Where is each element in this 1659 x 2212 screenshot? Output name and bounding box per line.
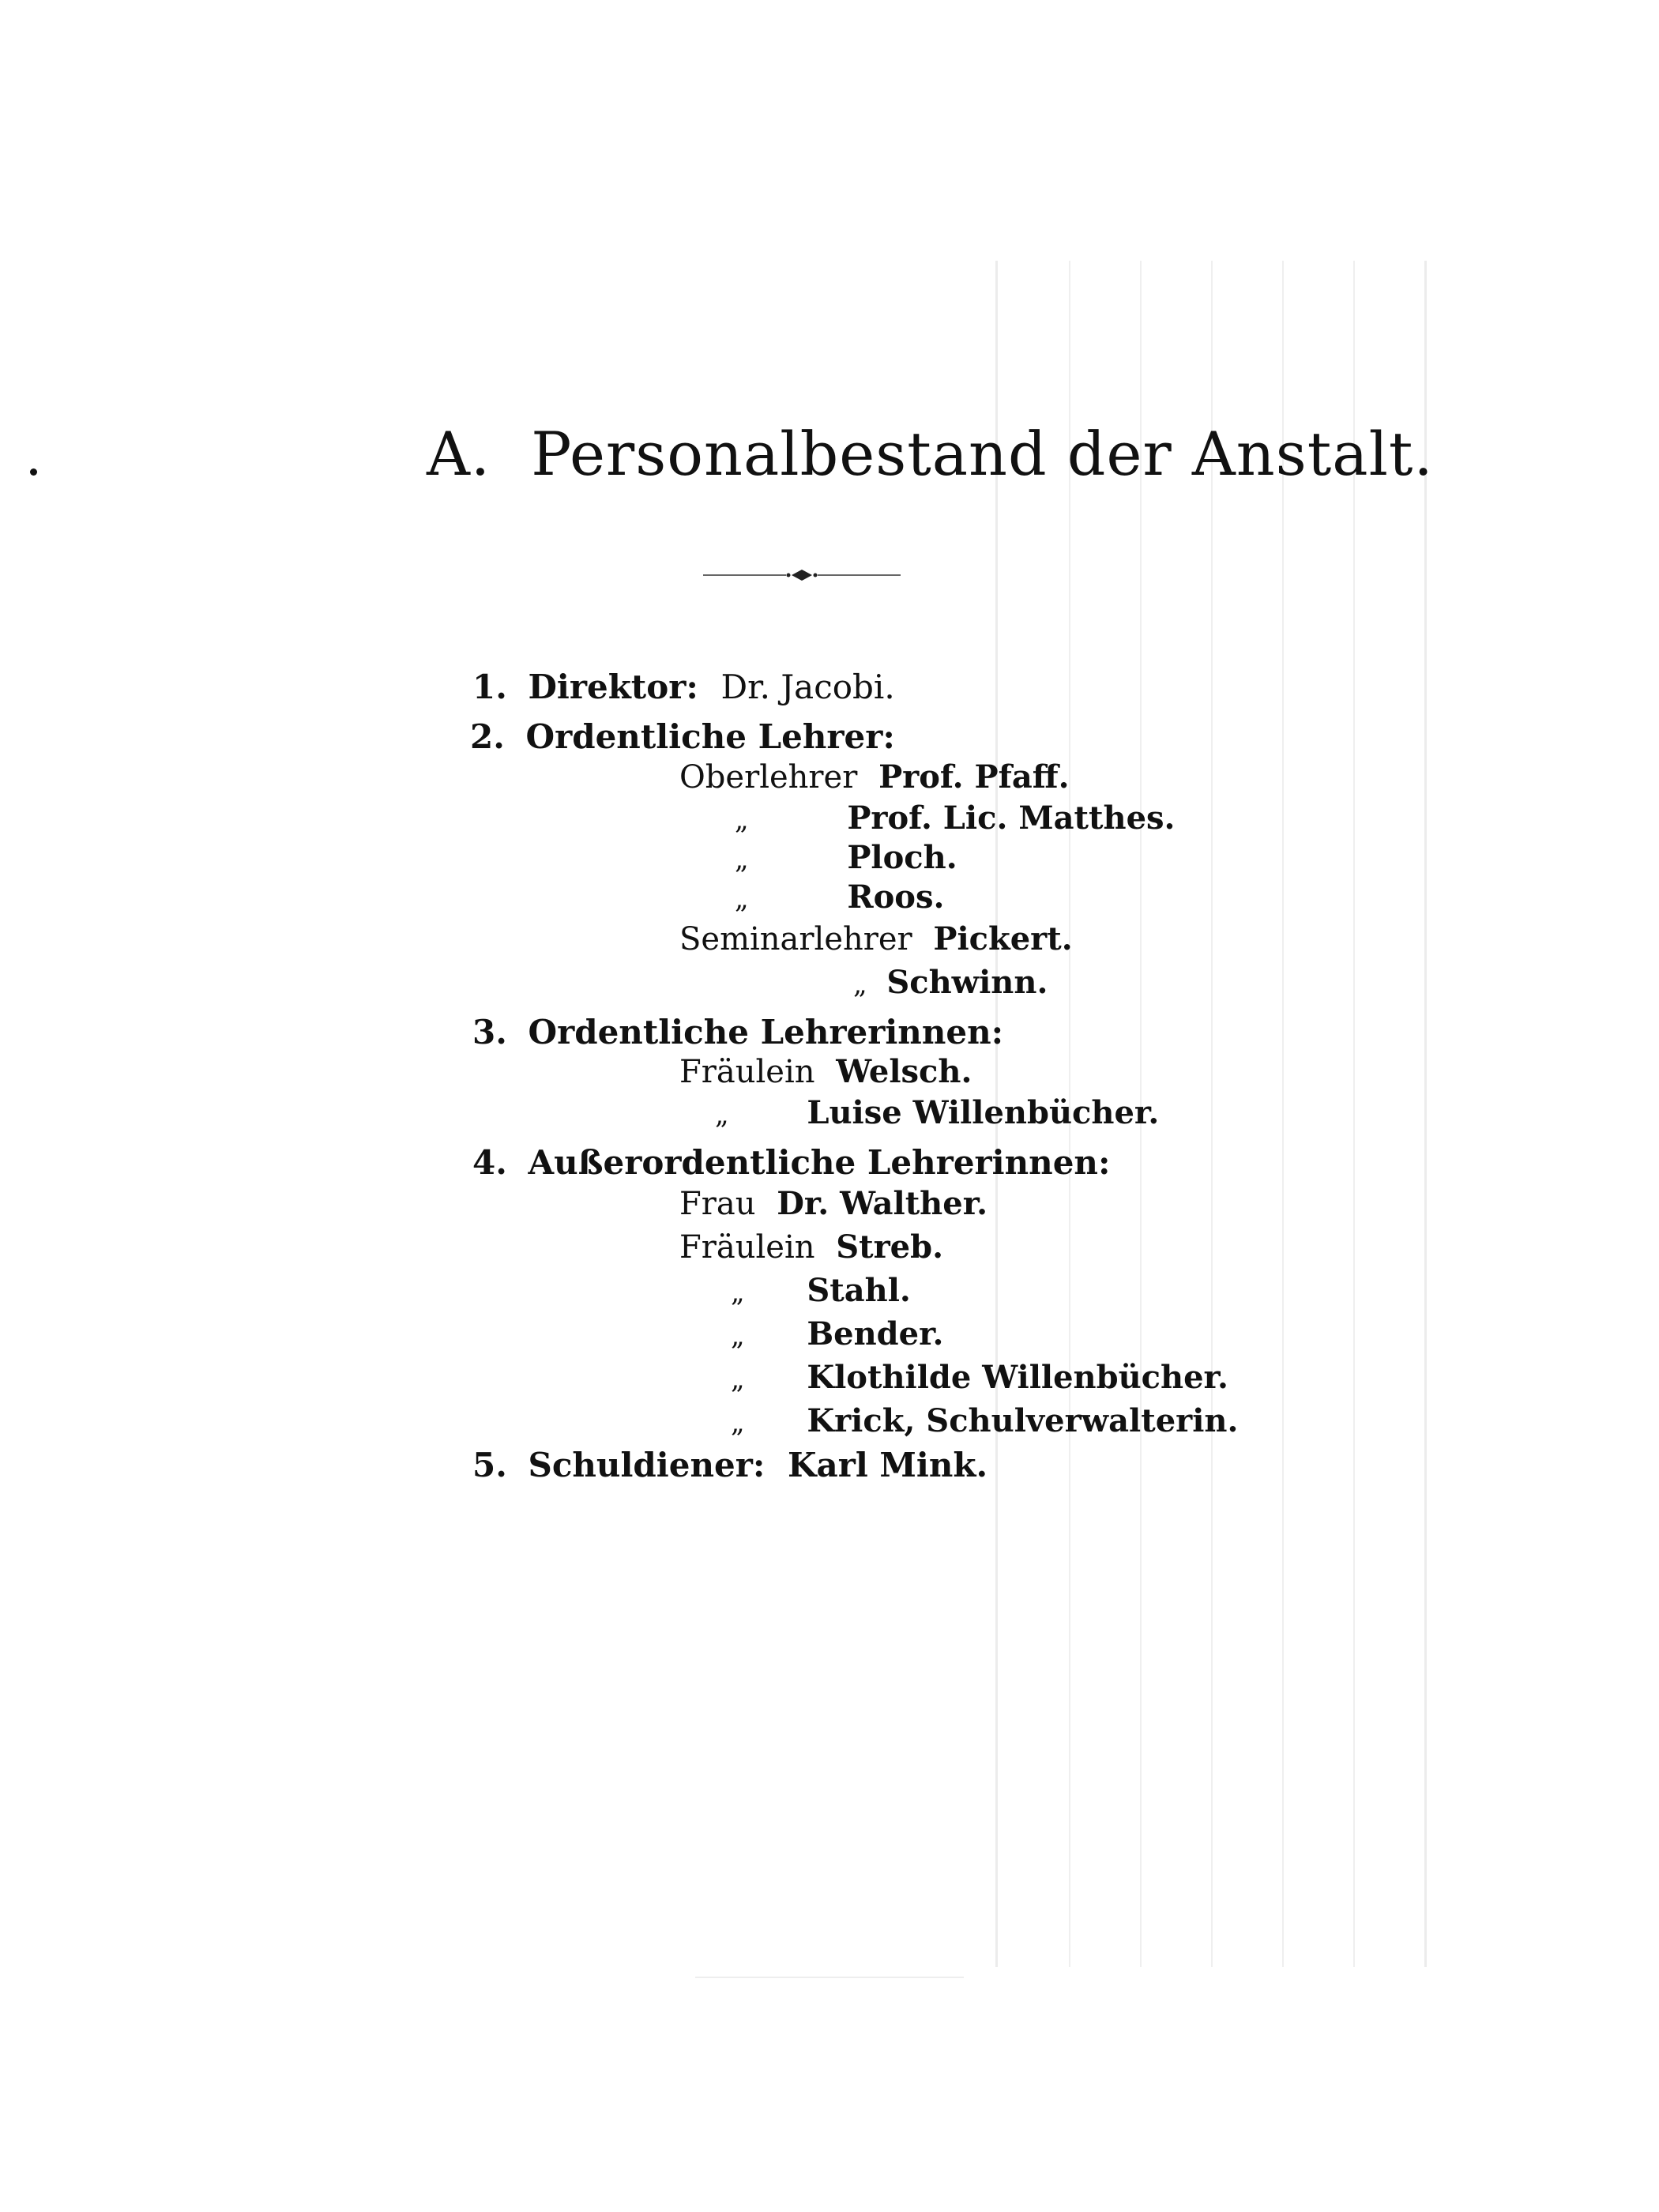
entry-name: Krick, Schulverwalterin. — [807, 1402, 1239, 1439]
entry-number: 3. — [472, 1013, 507, 1051]
ditto-mark: „ — [731, 1364, 745, 1395]
entry-number: 1. — [472, 668, 507, 706]
entry-row — [731, 1315, 943, 1352]
entry-name: Klothilde Willenbücher. — [807, 1359, 1228, 1396]
ditto-mark: „ — [735, 844, 749, 875]
entry-name: Prof. Lic. Matthes. — [847, 799, 1176, 837]
entry-number: 2. — [470, 717, 505, 756]
entry-row — [731, 1359, 1228, 1396]
entry-label: Ordentliche Lehrer: — [525, 717, 895, 756]
ditto-mark: „ — [715, 1099, 729, 1130]
entry-row — [679, 920, 1073, 957]
ditto-mark: „ — [735, 883, 749, 915]
entry-row — [853, 964, 1048, 1001]
entry-label: Schuldiener: — [528, 1446, 766, 1484]
entry-name: Schwinn. — [886, 964, 1048, 1001]
entry-prefix: Seminarlehrer — [679, 921, 912, 957]
entry-name: Pickert. — [933, 920, 1073, 957]
entry-row — [735, 799, 1175, 837]
section-ordentliche-lehrerinnen — [472, 1013, 1003, 1051]
entry-number: 4. — [472, 1143, 507, 1182]
ditto-mark: „ — [731, 1407, 745, 1439]
entry-name: Karl Mink. — [787, 1446, 988, 1484]
ditto-mark: „ — [731, 1277, 745, 1308]
ditto-mark: „ — [731, 1320, 745, 1352]
entry-row — [679, 1053, 972, 1090]
entry-name: Bender. — [807, 1315, 944, 1352]
entry-row — [715, 1094, 1159, 1131]
entry-name: Stahl. — [807, 1272, 911, 1309]
entry-row — [731, 1402, 1238, 1439]
section-letter: A. — [427, 419, 491, 489]
title-text: Personalbestand der Anstalt. — [531, 419, 1434, 489]
entry-name: Welsch. — [836, 1053, 972, 1090]
entry-row — [679, 758, 1070, 796]
entry-label: Direktor: — [528, 668, 698, 706]
entry-schuldiener — [472, 1446, 988, 1484]
entry-name: Ploch. — [847, 839, 957, 876]
entry-name: Roos. — [847, 878, 945, 916]
section-ordentliche-lehrer — [470, 717, 895, 756]
entry-prefix: Frau — [679, 1186, 756, 1222]
entry-prefix: Fräulein — [679, 1054, 815, 1090]
ditto-mark: „ — [735, 804, 749, 836]
entry-director — [472, 668, 895, 706]
entry-row — [735, 839, 957, 876]
ornament-divider — [703, 567, 901, 583]
entry-number: 5. — [472, 1446, 507, 1484]
margin-dot — [30, 468, 37, 476]
entry-label: Ordentliche Lehrerinnen: — [528, 1013, 1004, 1051]
entry-row — [731, 1272, 911, 1309]
page-title — [427, 419, 1434, 489]
bleed-through-rule — [695, 1977, 964, 1978]
section-ausserordentliche-lehrerinnen — [472, 1143, 1110, 1182]
entry-name: Luise Willenbücher. — [807, 1094, 1160, 1131]
entry-prefix: Oberlehrer — [679, 759, 858, 796]
entry-name: Prof. Pfaff. — [878, 758, 1070, 796]
entry-name: Dr. Jacobi. — [720, 668, 895, 706]
entry-row — [679, 1185, 988, 1222]
entry-label: Außerordentliche Lehrerinnen: — [528, 1143, 1111, 1182]
entry-name: Streb. — [836, 1228, 944, 1266]
ditto-mark: „ — [853, 969, 867, 1000]
entry-name: Dr. Walther. — [777, 1185, 988, 1222]
entry-row — [735, 878, 944, 916]
entry-row — [679, 1228, 943, 1266]
entry-prefix: Fräulein — [679, 1229, 815, 1266]
